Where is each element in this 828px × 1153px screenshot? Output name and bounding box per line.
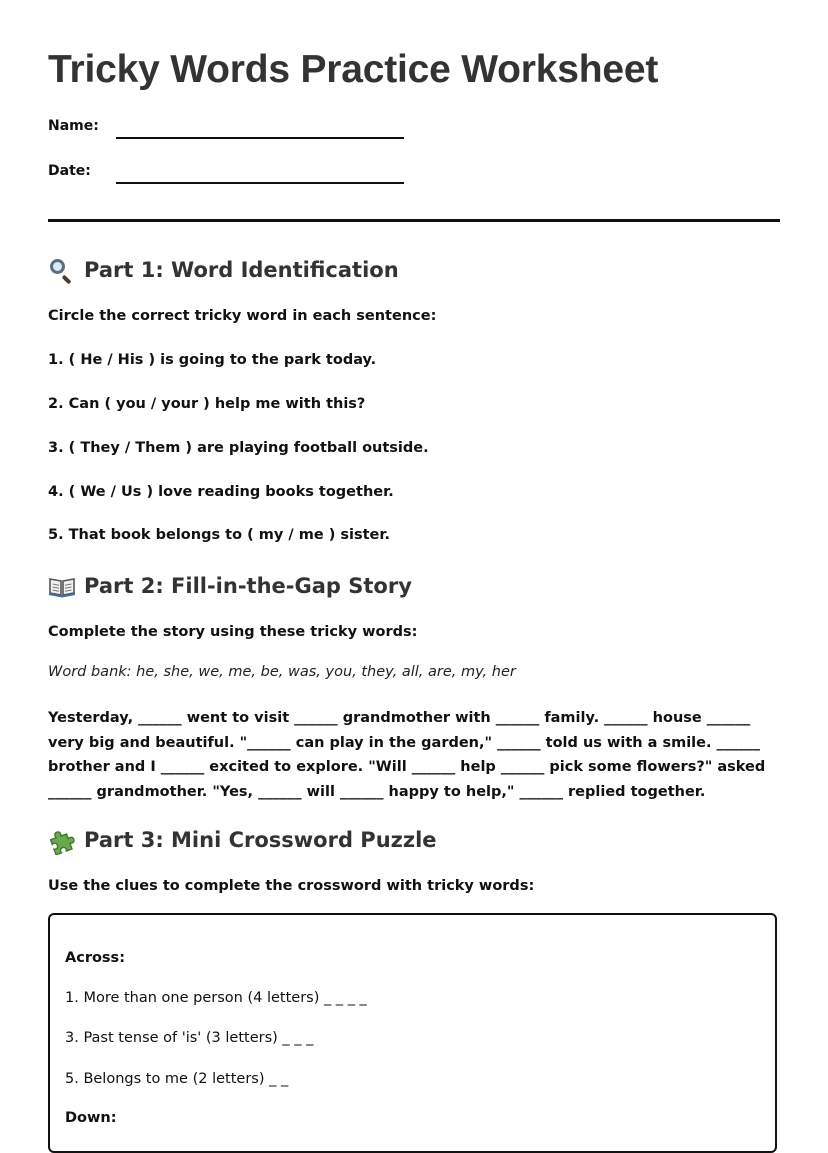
magnifying-glass-icon [48,257,76,283]
part1-item: 5. That book belongs to ( my / me ) sister. [48,527,390,543]
puzzle-piece-icon [48,827,76,853]
crossword-clue-box [48,913,777,1153]
part1-item: 4. ( We / Us ) love reading books together. [48,484,394,500]
name-label: Name: [48,118,99,134]
story-paragraph: Yesterday, ______ went to visit ______ grandmother with ______ family. ______ house ______ very big and beautiful. "______ can play in the garden," ______ told us with a smile. ______ brother and I ______ excited to explore. "Will ______ help ______ pick some flowers?" asked ______ grandmother. "Yes, ______ will ______ happy to help," ______ replied together. [48,710,766,800]
part2-heading-text: Part 2: Fill-in-the-Gap Story [84,574,412,598]
across-label: Across: [65,950,125,966]
header-divider [48,219,780,222]
part2-instruction: Complete the story using these tricky words: [48,624,418,640]
part1-heading [48,257,399,283]
word-bank: Word bank: he, she, we, me, be, was, you, they, all, are, my, her [48,664,516,680]
part1-heading-text: Part 1: Word Identification [84,258,399,282]
part1-item: 3. ( They / Them ) are playing football outside. [48,440,429,456]
part1-item: 2. Can ( you / your ) help me with this? [48,396,366,412]
name-line [116,137,404,139]
page-title: Tricky Words Practice Worksheet [48,48,659,91]
down-label: Down: [65,1110,117,1126]
part1-item: 1. ( He / His ) is going to the park today. [48,352,377,368]
part3-instruction: Use the clues to complete the crossword with tricky words: [48,878,535,894]
open-book-icon [48,573,76,599]
date-line [116,182,404,184]
across-clue: 1. More than one person (4 letters) _ _ _ _ [65,990,367,1006]
part3-heading-text: Part 3: Mini Crossword Puzzle [84,828,437,852]
date-label: Date: [48,163,91,179]
across-clue: 3. Past tense of 'is' (3 letters) _ _ _ [65,1030,314,1046]
part2-heading [48,573,412,599]
part3-heading [48,827,437,853]
part1-instruction: Circle the correct tricky word in each sentence: [48,308,437,324]
across-clue: 5. Belongs to me (2 letters) _ _ [65,1071,289,1087]
